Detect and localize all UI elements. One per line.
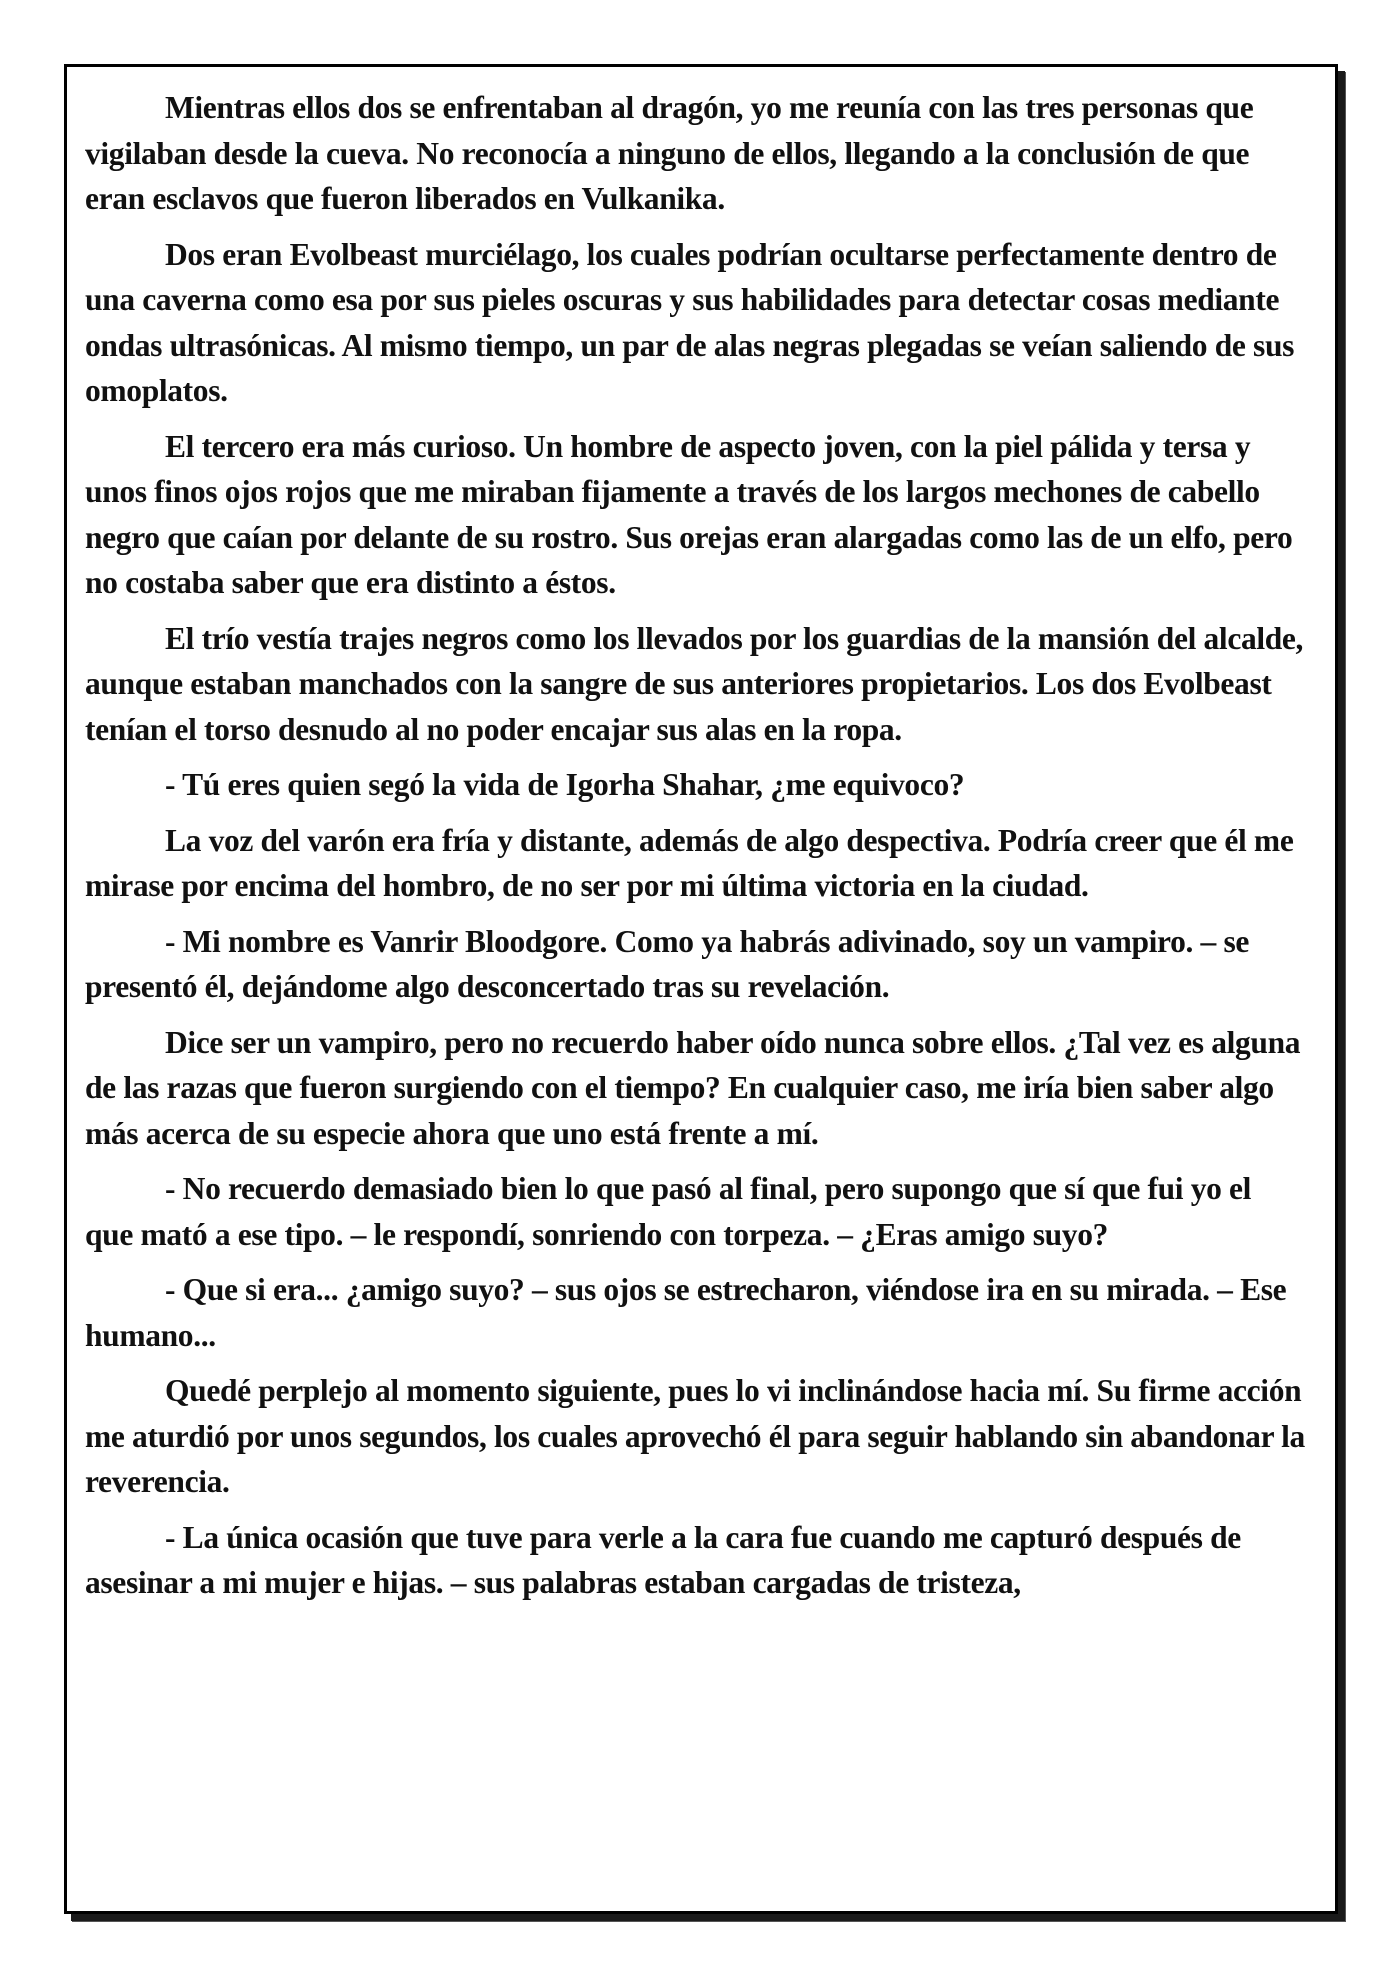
paragraph-5: - Tú eres quien segó la vida de Igorha Shahar, ¿me equivoco? — [165, 767, 965, 802]
paragraph-7: - Mi nombre es Vanrir Bloodgore. Como ya habrás adivinado, soy un vampiro. – se presentó él, dejándome algo desconcertado tras su revelación. — [85, 923, 1250, 1004]
paragraph-2: Dos eran Evolbeast murciélago, los cuales podrían ocultarse perfectamente dentro de una caverna como esa por sus pieles oscuras y sus habilidades para detectar cosas mediante ondas ultrasónicas. Al mismo tiempo, un par de alas negras plegadas se veían saliendo de sus omoplatos. — [85, 236, 1295, 408]
paragraph-4: El trío vestía trajes negros como los llevados por los guardias de la mansión del alcalde, aunque estaban manchados con la sangre de sus anteriores propietarios. Los dos Evolbeast tenían el torso desnudo al no poder encajar sus alas en la ropa. — [85, 620, 1304, 747]
paragraph-8: Dice ser un vampiro, pero no recuerdo haber oído nunca sobre ellos. ¿Tal vez es alguna de las razas que fueron surgiendo con el tiempo? En cualquier caso, me iría bien saber algo más acerca de su especie ahora que uno está frente a mí. — [85, 1024, 1301, 1151]
page-frame — [64, 64, 1338, 1914]
paragraph-10: - Que si era... ¿amigo suyo? – sus ojos se estrecharon, viéndose ira en su mirada. – Ese humano... — [85, 1272, 1287, 1353]
paragraph-3: El tercero era más curioso. Un hombre de aspecto joven, con la piel pálida y tersa y unos finos ojos rojos que me miraban fijamente a través de los largos mechones de cabello negro que caían por delante de su rostro. Sus orejas eran alargadas como las de un elfo, pero no costaba saber que era distinto a éstos. — [85, 428, 1293, 600]
paragraph-6: La voz del varón era fría y distante, además de algo despectiva. Podría creer que él me mirase por encima del hombro, de no ser por mi última victoria en la ciudad. — [85, 822, 1294, 903]
paragraph-9: - No recuerdo demasiado bien lo que pasó al final, pero supongo que sí que fui yo el que mató a ese tipo. – le respondí, sonriendo con torpeza. – ¿Eras amigo suyo? — [85, 1171, 1252, 1252]
paragraph-12: - La única ocasión que tuve para verle a la cara fue cuando me capturó después de asesinar a mi mujer e hijas. – sus palabras estaban cargadas de tristeza, — [85, 1519, 1241, 1600]
paragraph-1: Mientras ellos dos se enfrentaban al dragón, yo me reunía con las tres personas que vigilaban desde la cueva. No reconocía a ninguno de ellos, llegando a la conclusión de que eran esclavos que fueron liberados en Vulkanika. — [85, 90, 1254, 216]
paragraph-11: Quedé perplejo al momento siguiente, pues lo vi inclinándose hacia mí. Su firme acción me aturdió por unos segundos, los cuales aprovechó él para seguir hablando sin abandonar la reverencia. — [85, 1373, 1305, 1499]
page-text-body — [85, 85, 1305, 1891]
